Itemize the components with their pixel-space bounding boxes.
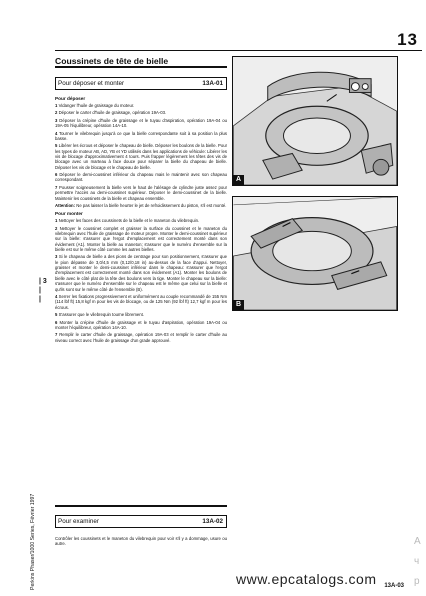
figure-b-label: B: [233, 300, 244, 310]
step-text: Si le chapeau de bielle a des pions de centrage pour son positionnement, s'assurer que le pion dépasse de 3,0/4,5 mm (0,12/0,18 in) au-dessus de la face d'appui. Nettoyer, graisser et monter le demi-coussinet inférieur dans le chapeau: s'assurer que l'ergot d'emplacement est correctement monté dans son évidement (A1). Monter les boulons de bielle avec le côté plat de la tête des boulons vers la tige. Monter le chapeau sur la bielle: s'assurer que le numéro d'ensemble sur le chapeau est le même que celui sur la bielle et qu'ils sont sur le même côté de l'ensemble (B).: [55, 254, 228, 292]
step-number: 7: [55, 332, 58, 338]
step-number: 6: [55, 172, 58, 178]
procedure-code-examine: 13A-02: [202, 517, 223, 525]
step-text: Déposer la crépine d'huile de graissage et le tuyau d'aspiration, opération 19A-04 ou 19A-05 l'équilibreur, opération 14A-10.: [55, 117, 227, 129]
footer-code: 13A-03: [384, 583, 404, 589]
figure-b-illustration: [233, 197, 397, 310]
step-item: [55, 110, 227, 115]
step-text: Monter la crépine d'huile de graissage et le tuyau d'aspiration, opération 19A-04 ou monter l'équilibreur, opération 14A-10.: [55, 319, 228, 330]
procedure-box-examine: [55, 515, 227, 528]
edge-mark: ч: [414, 556, 420, 567]
step-item: [55, 218, 227, 223]
attention-label: Attention:: [55, 203, 76, 208]
examine-text: Contrôler les coussinets et le maneton du vilebrequin pour voir s'il y a dommage, usure ou autre.: [55, 536, 227, 547]
step-number: 4: [55, 293, 58, 299]
step-number: 7: [55, 184, 58, 190]
step-text: S'assurer que le vilebrequin tourne librement.: [58, 312, 144, 318]
step-text: Nettoyer le coussinet complet et graisser la surface du coussinet et le maneton du vilebrequin avec l'huile de graissage de moteur propre. Monter le demi-coussinet supérieur sur la bielle: s'assurer que l'ergot d'emplacement est correctement monté dans son évidement (A1). Monter la bielle au maneton; s'assurer que le numéro d'ensemble sur la bielle est sur le même côté comme les autres bielles.: [55, 225, 227, 252]
step-item: [55, 118, 227, 129]
watermark: www.epcatalogs.com: [236, 571, 377, 587]
step-item: [55, 294, 227, 310]
step-text: Vidanger l'huile de graissage du moteur.: [58, 102, 135, 108]
fit-heading: Pour monter: [55, 211, 83, 217]
step-number: 2: [55, 225, 58, 231]
procedure-code: 13A-01: [202, 79, 223, 87]
procedure-box-remove-fit: [55, 77, 227, 90]
fit-steps: [55, 218, 227, 343]
step-text: Libérer les écrous et déposer le chapeau de bielle. Déposer les boulons de la bielle. Pour les types de moteur AB, AD, YB et YD utilisés dans les applications de véhicule: Libérer les vis de blocage d'approximativement 4 tours. Puis frapper légèrement les têtes des vis de blocage avec un marteau à face douce pour séparer la bielle du chapeau de bielle. Déposer les vis de blocage et le chapeau de bielle.: [55, 143, 227, 170]
step-item: [55, 226, 227, 253]
step-number: 3: [55, 117, 58, 123]
figure-b: [232, 196, 398, 311]
attention-text: Ne pas laisser la bielle heurter le jet de refroidissement du piston, s'il est monté.: [76, 203, 227, 208]
section-rule-2: [55, 505, 227, 507]
step-number: 3: [55, 254, 58, 260]
section-rule: [55, 66, 227, 68]
section-title: Coussinets de tête de bielle: [55, 56, 169, 66]
figure-a-label: A: [233, 175, 244, 185]
step-text: Déposer le carter d'huile de graissage, opération 19A-03.: [58, 110, 167, 116]
step-text: Remplir le carter d'huile de graissage, opération 19A-03 et remplir le carter d'huile au niveau correct avec l'huile de graissage d'un grade approuvé.: [55, 332, 227, 343]
figure-a-illustration: [233, 57, 397, 185]
step-number: 5: [55, 312, 58, 318]
step-item: [55, 312, 227, 317]
instructions-column: [55, 96, 227, 345]
change-bar: | 3 | |: [39, 278, 47, 303]
step-item: [55, 320, 227, 331]
figure-a: [232, 56, 398, 186]
step-item: [55, 131, 227, 142]
step-number: 1: [55, 102, 58, 108]
step-text: Déposer le demi-coussinet inférieur du chapeau mais le maintenir avec son chapeau correspondant.: [55, 172, 227, 183]
edge-mark: р: [414, 576, 420, 587]
step-number: 6: [55, 319, 58, 325]
header-rule: [55, 50, 422, 51]
step-item: [55, 103, 227, 108]
step-text: Pousser soigneusement la bielle vers le haut de l'alésage de cylindre juste assez pour permettre l'accès au demi-coussinet supérieur. Déposer le demi-coussinet de la bielle. Maintenir les coussinets de la bielle et chapeau ensemble.: [55, 184, 228, 201]
step-number: 2: [55, 110, 58, 116]
step-number: 4: [55, 130, 58, 136]
chapter-number: 13: [397, 30, 418, 49]
remove-steps: [55, 103, 227, 201]
step-item: [55, 143, 227, 170]
remove-heading: Pour déposer: [55, 96, 86, 101]
step-item: [55, 332, 227, 343]
step-text: Tourner le vilebrequin jusqu'à ce que la bielle correspondante soit à sa position la plus basse.: [55, 130, 227, 141]
sidebar-publication: Perkins Phaser/1000 Series, Février 1997: [30, 493, 36, 590]
procedure-label-examine: Pour examiner: [58, 517, 99, 525]
edge-mark: A: [414, 536, 421, 547]
procedure-label: Pour déposer et monter: [58, 79, 125, 87]
step-number: 1: [55, 218, 58, 224]
step-item: [55, 254, 227, 291]
step-text: Nettoyer les faces des coussinets de la bielle et le maneton du vilebrequin.: [58, 218, 200, 224]
step-number: 5: [55, 143, 58, 149]
step-text: Serrer les fixations progressivement et uniformément au couple recommandé de 155 Nm (114 lbf ft) 15,8 kgf m pour les vis de blocage, ou de 125 Nm (92 lbf ft) 12,7 kgf m pour les écrous.: [55, 293, 227, 310]
attention-note: [55, 203, 227, 208]
step-item: [55, 185, 227, 201]
step-item: [55, 172, 227, 183]
